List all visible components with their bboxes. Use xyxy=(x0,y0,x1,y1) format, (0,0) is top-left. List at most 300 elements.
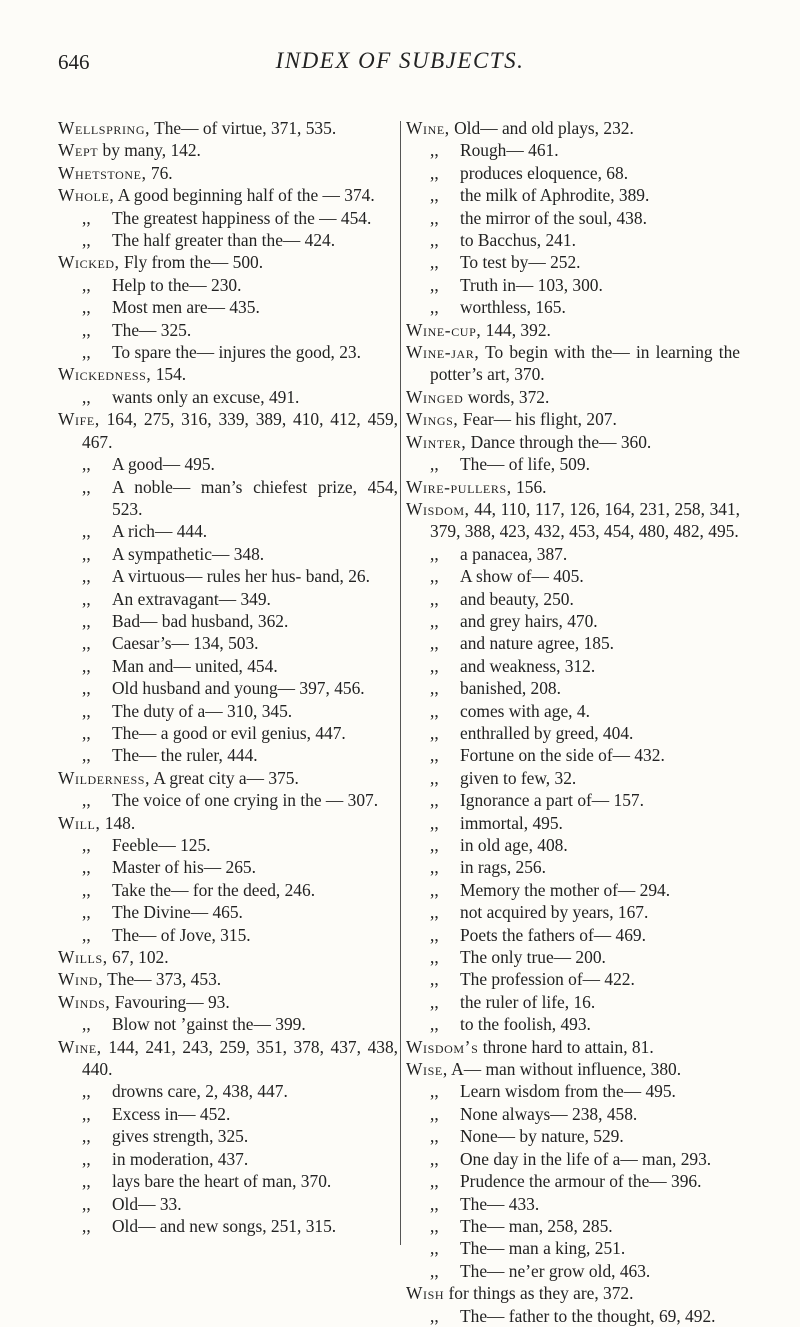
entry-text: The— 373, 453. xyxy=(103,969,222,990)
ditto-mark: ,, xyxy=(430,140,439,161)
index-subentry xyxy=(406,1170,740,1192)
entry-text: A good beginning half of the — 374. xyxy=(114,185,375,206)
index-entry xyxy=(58,767,398,789)
index-subentry xyxy=(406,1193,740,1215)
index-subentry xyxy=(406,229,740,251)
index-subentry xyxy=(58,632,398,654)
entry-heading: Whetstone, xyxy=(58,162,147,183)
index-subentry xyxy=(406,274,740,296)
entry-text: The— of life, 509. xyxy=(460,454,590,475)
ditto-mark: ,, xyxy=(430,1171,439,1192)
index-subentry xyxy=(58,1013,398,1035)
ditto-mark: ,, xyxy=(430,610,439,631)
right-column xyxy=(406,117,740,1327)
index-entry xyxy=(58,251,398,273)
ditto-mark: ,, xyxy=(82,902,91,923)
entry-text: 154. xyxy=(151,364,187,385)
index-subentry xyxy=(406,162,740,184)
entry-text: 67, 102. xyxy=(107,947,169,968)
index-subentry xyxy=(58,789,398,811)
ditto-mark: ,, xyxy=(430,745,439,766)
index-subentry xyxy=(58,677,398,699)
ditto-mark: ,, xyxy=(82,342,91,363)
entry-text: One day in the life of a— man, 293. xyxy=(460,1148,712,1169)
ditto-mark: ,, xyxy=(82,454,91,475)
index-subentry xyxy=(58,296,398,318)
index-entry xyxy=(58,991,398,1013)
index-entry xyxy=(406,341,740,386)
index-subentry xyxy=(406,610,740,632)
entry-heading: Wish xyxy=(406,1283,445,1304)
entry-heading: Wind, xyxy=(58,969,104,990)
entry-text: by many, 142. xyxy=(98,140,201,161)
entry-text: in moderation, 437. xyxy=(112,1148,249,1169)
ditto-mark: ,, xyxy=(82,521,91,542)
entry-text: The duty of a— 310, 345. xyxy=(112,700,293,721)
ditto-mark: ,, xyxy=(430,1014,439,1035)
index-entry xyxy=(406,319,740,341)
ditto-mark: ,, xyxy=(430,1238,439,1259)
ditto-mark: ,, xyxy=(82,274,91,295)
ditto-mark: ,, xyxy=(430,790,439,811)
entry-text: Most men are— 435. xyxy=(112,297,260,318)
entry-text: Caesar’s— 134, 503. xyxy=(112,633,259,654)
index-entry xyxy=(406,1036,740,1058)
ditto-mark: ,, xyxy=(82,588,91,609)
index-entry xyxy=(406,431,740,453)
ditto-mark: ,, xyxy=(430,767,439,788)
entry-heading: Will, xyxy=(58,812,101,833)
entry-text: A good— 495. xyxy=(112,454,215,475)
index-subentry xyxy=(406,1080,740,1102)
ditto-mark: ,, xyxy=(430,924,439,945)
ditto-mark: ,, xyxy=(430,1260,439,1281)
index-subentry xyxy=(406,879,740,901)
column-rule xyxy=(400,121,401,1245)
entry-text: Old— and new songs, 251, 315. xyxy=(112,1215,337,1236)
ditto-mark: ,, xyxy=(82,319,91,340)
ditto-mark: ,, xyxy=(430,566,439,587)
ditto-mark: ,, xyxy=(430,879,439,900)
ditto-mark: ,, xyxy=(430,812,439,833)
entry-text: drowns care, 2, 438, 447. xyxy=(112,1081,288,1102)
index-entry xyxy=(406,408,740,430)
index-subentry xyxy=(58,700,398,722)
index-subentry xyxy=(406,1305,740,1327)
entry-text: enthralled by greed, 404. xyxy=(460,722,634,743)
index-entry xyxy=(406,476,740,498)
index-entry xyxy=(58,946,398,968)
ditto-mark: ,, xyxy=(430,1126,439,1147)
entry-text: 164, 275, 316, 339, 389, 410, 412, 459, 467. xyxy=(82,409,398,452)
index-subentry xyxy=(406,1013,740,1035)
entry-text: and grey hairs, 470. xyxy=(460,610,598,631)
index-subentry xyxy=(58,924,398,946)
ditto-mark: ,, xyxy=(82,543,91,564)
ditto-mark: ,, xyxy=(82,1081,91,1102)
index-entry xyxy=(58,363,398,385)
index-subentry xyxy=(406,1103,740,1125)
entry-text: The— ne’er grow old, 463. xyxy=(460,1260,651,1281)
ditto-mark: ,, xyxy=(430,1103,439,1124)
entry-text: Feeble— 125. xyxy=(112,835,211,855)
ditto-mark: ,, xyxy=(82,1215,91,1236)
entry-text: and beauty, 250. xyxy=(460,588,574,609)
entry-text: The Divine— 465. xyxy=(112,902,243,923)
ditto-mark: ,, xyxy=(430,162,439,183)
index-subentry xyxy=(406,1237,740,1259)
entry-heading: Wise, xyxy=(406,1059,448,1080)
index-subentry xyxy=(58,1170,398,1192)
running-title: INDEX OF SUBJECTS. xyxy=(275,48,525,73)
index-subentry xyxy=(58,901,398,923)
entry-text: 144, 241, 243, 259, 351, 378, 437, 438, 440. xyxy=(82,1036,398,1080)
ditto-mark: ,, xyxy=(82,633,91,654)
index-subentry xyxy=(58,453,398,475)
page-number: 646 xyxy=(58,50,90,74)
index-subentry xyxy=(58,879,398,901)
entry-text: 148. xyxy=(100,812,136,833)
entry-text: produces eloquence, 68. xyxy=(460,162,629,183)
entry-text: The— 433. xyxy=(460,1193,540,1214)
index-subentry xyxy=(406,1125,740,1147)
entry-text: Rough— 461. xyxy=(460,140,559,161)
entry-text: The— father to the thought, 69, 492. xyxy=(460,1305,716,1326)
ditto-mark: ,, xyxy=(82,1148,91,1169)
entry-text: lays bare the heart of man, 370. xyxy=(112,1171,332,1192)
index-subentry xyxy=(406,834,740,856)
entry-text: Favouring— 93. xyxy=(110,991,230,1012)
entry-text: the mirror of the soul, 438. xyxy=(460,207,647,228)
entry-text: None always— 238, 458. xyxy=(460,1103,638,1124)
entry-text: wants only an excuse, 491. xyxy=(112,386,300,407)
entry-text: Ignorance a part of— 157. xyxy=(460,790,644,811)
index-subentry xyxy=(406,991,740,1013)
index-subentry xyxy=(58,1148,398,1170)
entry-text: A show of— 405. xyxy=(460,566,584,587)
index-entry xyxy=(406,117,740,139)
index-subentry xyxy=(406,588,740,610)
index-subentry xyxy=(406,856,740,878)
index-entry xyxy=(406,498,740,543)
entry-heading: Wine-cup, xyxy=(406,319,482,340)
index-entry xyxy=(58,1036,398,1081)
entry-text: to the foolish, 493. xyxy=(460,1014,591,1035)
ditto-mark: ,, xyxy=(82,207,91,228)
index-entry xyxy=(406,1058,740,1080)
index-subentry xyxy=(58,476,398,521)
entry-text: The only true— 200. xyxy=(460,947,606,968)
ditto-mark: ,, xyxy=(82,1103,91,1124)
ditto-mark: ,, xyxy=(430,678,439,699)
entry-heading: Wire-pullers, xyxy=(406,476,512,497)
index-entry xyxy=(58,184,398,206)
index-subentry xyxy=(58,543,398,565)
index-subentry xyxy=(58,1193,398,1215)
entry-text: To begin with the— in learning the potter’s art, 370. xyxy=(430,342,740,385)
ditto-mark: ,, xyxy=(82,857,91,878)
index-subentry xyxy=(406,1148,740,1170)
index-subentry xyxy=(58,722,398,744)
ditto-mark: ,, xyxy=(82,1126,91,1147)
ditto-mark: ,, xyxy=(430,274,439,295)
entry-text: The voice of one crying in the — 307. xyxy=(112,790,379,811)
ditto-mark: ,, xyxy=(430,857,439,878)
entry-text: A virtuous— rules her hus- band, 26. xyxy=(112,566,370,587)
index-subentry xyxy=(58,610,398,632)
entry-text: the ruler of life, 16. xyxy=(460,991,596,1012)
index-entry xyxy=(58,139,398,161)
index-subentry xyxy=(58,386,398,408)
entry-text: Old— 33. xyxy=(112,1193,182,1214)
ditto-mark: ,, xyxy=(82,790,91,811)
index-subentry xyxy=(58,588,398,610)
index-subentry xyxy=(406,565,740,587)
ditto-mark: ,, xyxy=(430,454,439,475)
index-subentry xyxy=(406,789,740,811)
entry-text: Help to the— 230. xyxy=(112,274,242,295)
ditto-mark: ,, xyxy=(82,745,91,766)
entry-text: Man and— united, 454. xyxy=(112,655,278,676)
entry-text: The— man a king, 251. xyxy=(460,1238,626,1259)
index-entry xyxy=(58,117,398,139)
entry-text: The— of Jove, 315. xyxy=(112,924,251,945)
entry-text: Old husband and young— 397, 456. xyxy=(112,678,365,699)
index-subentry xyxy=(406,139,740,161)
page-header xyxy=(58,42,742,82)
entry-heading: Winter, xyxy=(406,431,467,452)
entry-text: 156. xyxy=(511,476,547,497)
entry-text: A great city a— 375. xyxy=(150,767,299,788)
entry-text: Truth in— 103, 300. xyxy=(460,274,603,295)
index-subentry xyxy=(406,655,740,677)
ditto-mark: ,, xyxy=(430,230,439,251)
entry-heading: Wicked, xyxy=(58,252,120,273)
index-subentry xyxy=(406,677,740,699)
ditto-mark: ,, xyxy=(430,969,439,990)
index-entry xyxy=(58,162,398,184)
index-entry xyxy=(58,812,398,834)
entry-heading: Wings, xyxy=(406,409,459,430)
ditto-mark: ,, xyxy=(430,543,439,564)
ditto-mark: ,, xyxy=(82,1193,91,1214)
entry-text: Old— and old plays, 232. xyxy=(449,118,634,138)
entry-text: for things as they are, 372. xyxy=(444,1283,634,1304)
index-subentry xyxy=(406,767,740,789)
ditto-mark: ,, xyxy=(82,835,91,855)
entry-text: The— the ruler, 444. xyxy=(112,745,258,766)
ditto-mark: ,, xyxy=(82,722,91,743)
ditto-mark: ,, xyxy=(82,610,91,631)
ditto-mark: ,, xyxy=(82,1014,91,1035)
index-subentry xyxy=(406,700,740,722)
entry-text: not acquired by years, 167. xyxy=(460,902,649,923)
entry-text: Fly from the— 500. xyxy=(119,252,264,273)
entry-heading: Wine, xyxy=(58,1036,102,1057)
ditto-mark: ,, xyxy=(430,1215,439,1236)
entry-text: An extravagant— 349. xyxy=(112,588,271,609)
entry-heading: Wellspring, xyxy=(58,118,151,138)
entry-heading: Wine, xyxy=(406,118,450,138)
index-subentry xyxy=(58,655,398,677)
entry-text: words, 372. xyxy=(463,386,550,407)
ditto-mark: ,, xyxy=(430,1081,439,1102)
index-subentry xyxy=(406,1260,740,1282)
index-subentry xyxy=(58,319,398,341)
ditto-mark: ,, xyxy=(430,1148,439,1169)
index-subentry xyxy=(406,924,740,946)
entry-text: The— 325. xyxy=(112,319,192,340)
index-entry xyxy=(406,1282,740,1304)
entry-text: A— man without influence, 380. xyxy=(447,1059,682,1080)
entry-text: banished, 208. xyxy=(460,678,561,699)
entry-text: comes with age, 4. xyxy=(460,700,590,721)
entry-text: The— of virtue, 371, 535. xyxy=(150,118,337,138)
ditto-mark: ,, xyxy=(430,655,439,676)
index-subentry xyxy=(406,968,740,990)
index-subentry xyxy=(406,722,740,744)
entry-text: Fear— his flight, 207. xyxy=(458,409,617,430)
entry-text: Take the— for the deed, 246. xyxy=(112,879,316,900)
index-subentry xyxy=(406,543,740,565)
entry-text: and weakness, 312. xyxy=(460,655,596,676)
entry-text: To spare the— injures the good, 23. xyxy=(112,342,361,363)
entry-text: 44, 110, 117, 126, 164, 231, 258, 341, 379, 388, 423, 432, 453, 454, 480, 482, 495. xyxy=(430,498,740,542)
entry-text: None— by nature, 529. xyxy=(460,1126,624,1147)
entry-text: Master of his— 265. xyxy=(112,857,256,878)
entry-text: worthless, 165. xyxy=(460,297,566,318)
entry-text: throne hard to attain, 81. xyxy=(478,1036,654,1057)
index-subentry xyxy=(406,453,740,475)
index-subentry xyxy=(406,901,740,923)
index-subentry xyxy=(58,229,398,251)
ditto-mark: ,, xyxy=(430,588,439,609)
entry-text: Learn wisdom from the— 495. xyxy=(460,1081,676,1102)
ditto-mark: ,, xyxy=(430,252,439,273)
entry-text: in old age, 408. xyxy=(460,835,568,855)
index-entry xyxy=(406,386,740,408)
index-subentry xyxy=(58,856,398,878)
ditto-mark: ,, xyxy=(430,1193,439,1214)
ditto-mark: ,, xyxy=(430,700,439,721)
entry-text: To test by— 252. xyxy=(460,252,581,273)
index-subentry xyxy=(58,744,398,766)
index-subentry xyxy=(58,834,398,856)
index-subentry xyxy=(406,184,740,206)
ditto-mark: ,, xyxy=(430,991,439,1012)
entry-text: and nature agree, 185. xyxy=(460,633,615,654)
entry-heading: Winged xyxy=(406,386,464,407)
index-subentry xyxy=(406,632,740,654)
entry-text: Memory the mother of— 294. xyxy=(460,879,671,900)
index-subentry xyxy=(406,251,740,273)
entry-heading: Wife, xyxy=(58,409,100,430)
entry-text: A noble— man’s chiefest prize, 454, 523. xyxy=(112,476,398,519)
ditto-mark: ,, xyxy=(82,297,91,318)
entry-text: The greatest happiness of the — 454. xyxy=(112,207,372,228)
entry-text: The half greater than the— 424. xyxy=(112,230,336,251)
ditto-mark: ,, xyxy=(82,655,91,676)
entry-text: in rags, 256. xyxy=(460,857,546,878)
left-column xyxy=(58,117,398,1237)
ditto-mark: ,, xyxy=(82,924,91,945)
entry-text: Dance through the— 360. xyxy=(466,431,652,452)
entry-heading: Wept xyxy=(58,140,99,161)
entry-heading: Winds, xyxy=(58,991,111,1012)
ditto-mark: ,, xyxy=(82,700,91,721)
entry-text: given to few, 32. xyxy=(460,767,577,788)
ditto-mark: ,, xyxy=(82,566,91,587)
entry-heading: Wilderness, xyxy=(58,767,151,788)
index-subentry xyxy=(58,520,398,542)
index-subentry xyxy=(406,296,740,318)
entry-text: Poets the fathers of— 469. xyxy=(460,924,646,945)
index-subentry xyxy=(58,1080,398,1102)
index-subentry xyxy=(58,1215,398,1237)
entry-text: the milk of Aphrodite, 389. xyxy=(460,185,650,206)
entry-heading: Wills, xyxy=(58,947,108,968)
index-subentry xyxy=(406,744,740,766)
index-subentry xyxy=(58,341,398,363)
ditto-mark: ,, xyxy=(82,678,91,699)
index-entry xyxy=(58,968,398,990)
ditto-mark: ,, xyxy=(430,297,439,318)
index-subentry xyxy=(406,207,740,229)
ditto-mark: ,, xyxy=(430,902,439,923)
entry-text: 144, 392. xyxy=(481,319,551,340)
index-subentry xyxy=(58,565,398,587)
index-subentry xyxy=(406,1215,740,1237)
entry-heading: Wisdom, xyxy=(406,498,470,519)
ditto-mark: ,, xyxy=(82,386,91,407)
ditto-mark: ,, xyxy=(430,722,439,743)
entry-text: Fortune on the side of— 432. xyxy=(460,745,665,766)
index-entry xyxy=(58,408,398,453)
entry-heading: Wine-jar, xyxy=(406,342,480,363)
entry-text: gives strength, 325. xyxy=(112,1126,249,1147)
index-subentry xyxy=(406,812,740,834)
entry-heading: Wickedness, xyxy=(58,364,152,385)
index-subentry xyxy=(58,207,398,229)
entry-text: The profession of— 422. xyxy=(460,969,635,990)
entry-text: Bad— bad husband, 362. xyxy=(112,610,289,631)
index-subentry xyxy=(58,274,398,296)
entry-text: 76. xyxy=(146,162,173,183)
ditto-mark: ,, xyxy=(82,1171,91,1192)
ditto-mark: ,, xyxy=(430,835,439,855)
entry-text: Excess in— 452. xyxy=(112,1103,231,1124)
index-subentry xyxy=(58,1103,398,1125)
ditto-mark: ,, xyxy=(430,947,439,968)
ditto-mark: ,, xyxy=(430,1305,439,1326)
entry-text: to Bacchus, 241. xyxy=(460,230,576,251)
index-subentry xyxy=(406,946,740,968)
ditto-mark: ,, xyxy=(430,207,439,228)
ditto-mark: ,, xyxy=(430,185,439,206)
ditto-mark: ,, xyxy=(82,879,91,900)
entry-text: immortal, 495. xyxy=(460,812,563,833)
ditto-mark: ,, xyxy=(82,476,91,497)
entry-text: Prudence the armour of the— 396. xyxy=(460,1171,702,1192)
ditto-mark: ,, xyxy=(430,633,439,654)
entry-heading: Whole, xyxy=(58,185,115,206)
entry-text: a panacea, 387. xyxy=(460,543,568,564)
entry-text: The— man, 258, 285. xyxy=(460,1215,613,1236)
entry-text: Blow not ’gainst the— 399. xyxy=(112,1014,306,1035)
index-subentry xyxy=(58,1125,398,1147)
entry-text: A rich— 444. xyxy=(112,521,208,542)
entry-text: A sympathetic— 348. xyxy=(112,543,265,564)
